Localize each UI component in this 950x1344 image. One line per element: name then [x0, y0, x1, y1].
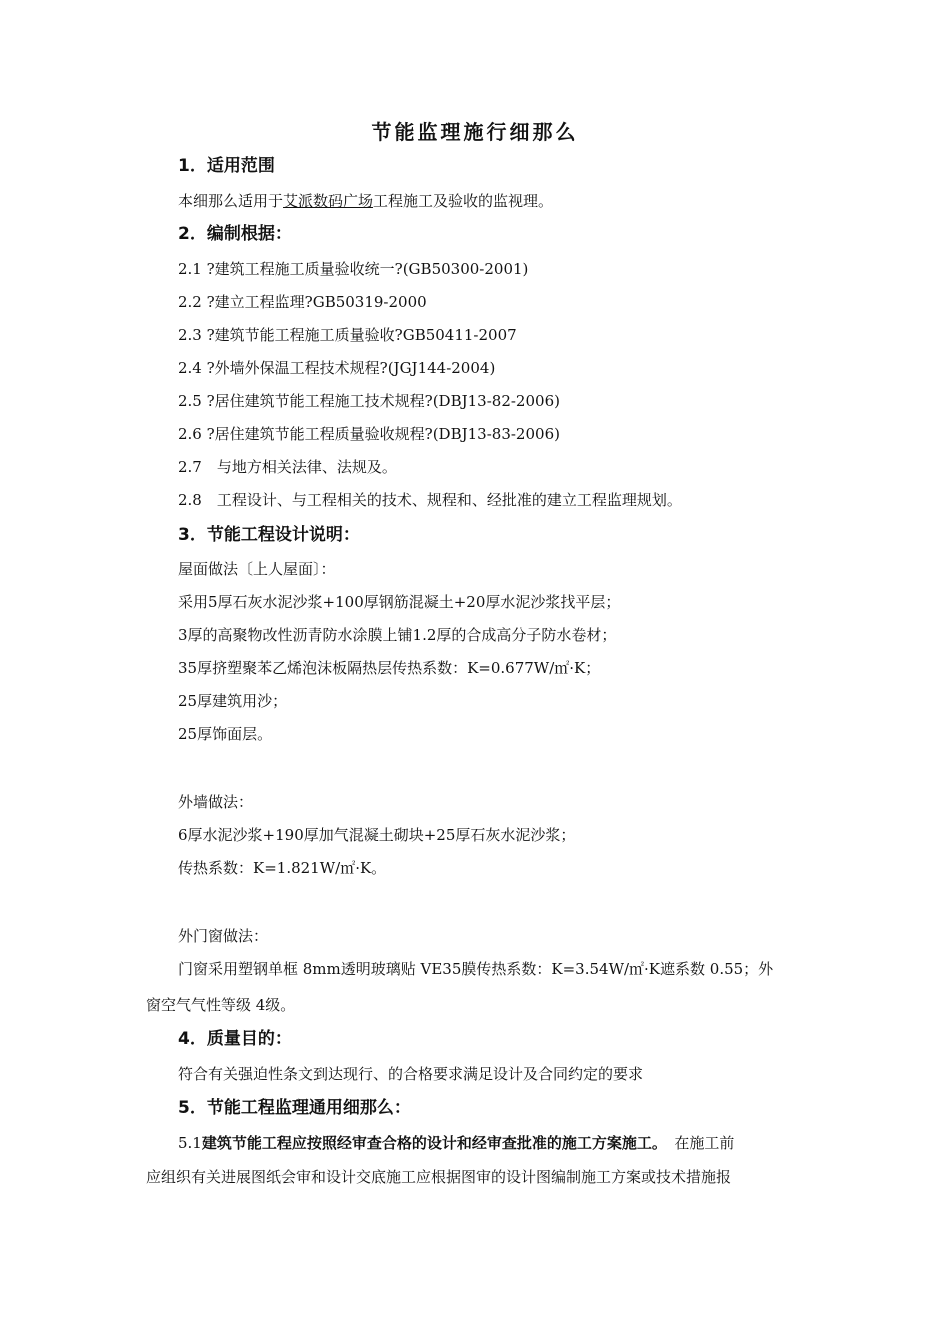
section-3-heading: 3．节能工程设计说明：	[178, 525, 360, 545]
section-1-heading: 1．适用范围	[178, 156, 275, 176]
basis-item: 2.5 ?居住建筑节能工程施工技术规程?(DBJ13-82-2006)	[178, 392, 560, 410]
basis-item: 2.6 ?居住建筑节能工程质量验收规程?(DBJ13-83-2006)	[178, 425, 560, 443]
section-5-paragraph	[178, 1132, 734, 1154]
roof-line: 35厚挤塑聚苯乙烯泡沫板隔热层传热系数：K=0.677W/㎡·K；	[178, 659, 601, 677]
document-title: 节能监理施行细那么	[371, 120, 579, 144]
roof-line: 屋面做法〔上人屋面〕：	[178, 560, 336, 578]
scope-text-b: 工程施工及验收的监视理。	[373, 192, 554, 210]
clause-text: 在施工前	[659, 1134, 735, 1152]
roof-line: 25厚饰面层。	[178, 725, 273, 743]
wall-line: 6厚水泥沙浆+190厚加气混凝土砌块+25厚石灰水泥沙浆；	[178, 826, 576, 844]
basis-item: 2.2 ?建立工程监理?GB50319-2000	[178, 293, 427, 311]
basis-item: 2.1 ?建筑工程施工质量验收统一?(GB50300-2001)	[178, 260, 529, 278]
wall-line: 外墙做法：	[178, 793, 254, 811]
basis-item: 2.4 ?外墙外保温工程技术规程?(JGJ144-2004)	[178, 359, 496, 377]
roof-line: 3厚的高聚物改性沥青防水涂膜上铺1.2厚的合成高分子防水卷材；	[178, 626, 617, 644]
basis-item: 2.7 与地方相关法律、法规及。	[178, 458, 397, 476]
section-5-heading: 5．节能工程监理通用细那么：	[178, 1098, 411, 1118]
scope-text-a: 本细那么适用于	[178, 192, 284, 210]
window-line: 门窗采用塑钢单框 8mm透明玻璃贴 VE35膜传热系数：K=3.54W/㎡·K遮系数 0.55；外	[178, 960, 774, 978]
window-line: 窗空气气性等级 4级。	[146, 996, 296, 1014]
section-1-text	[178, 190, 553, 212]
basis-item: 2.3 ?建筑节能工程施工质量验收?GB50411-2007	[178, 326, 517, 344]
roof-line: 采用5厚石灰水泥沙浆+100厚钢筋混凝土+20厚水泥沙浆找平层；	[178, 593, 621, 611]
section-2-heading: 2．编制根据：	[178, 224, 292, 244]
section-5-paragraph-continued: 应组织有关进展图纸会审和设计交底施工应根据图审的设计图编制施工方案或技术措施报	[146, 1168, 732, 1186]
section-4-heading: 4．质量目的：	[178, 1029, 292, 1049]
clause-bold-text: 建筑节能工程应按照经审查合格的设计和经审查批准的施工方案施工。	[201, 1134, 660, 1152]
basis-item: 2.8 工程设计、与工程相关的技术、规程和、经批准的建立工程监理规划。	[178, 491, 682, 509]
project-name: 艾派数码广场	[283, 192, 374, 210]
quality-goal-text: 符合有关强迫性条文到达现行、的合格要求满足设计及合同约定的要求	[178, 1065, 644, 1083]
window-heading: 外门窗做法：	[178, 927, 269, 945]
roof-line: 25厚建筑用沙；	[178, 692, 288, 710]
wall-line: 传热系数：K=1.821W/㎡·K。	[178, 859, 387, 877]
clause-number: 5.1	[178, 1134, 202, 1152]
